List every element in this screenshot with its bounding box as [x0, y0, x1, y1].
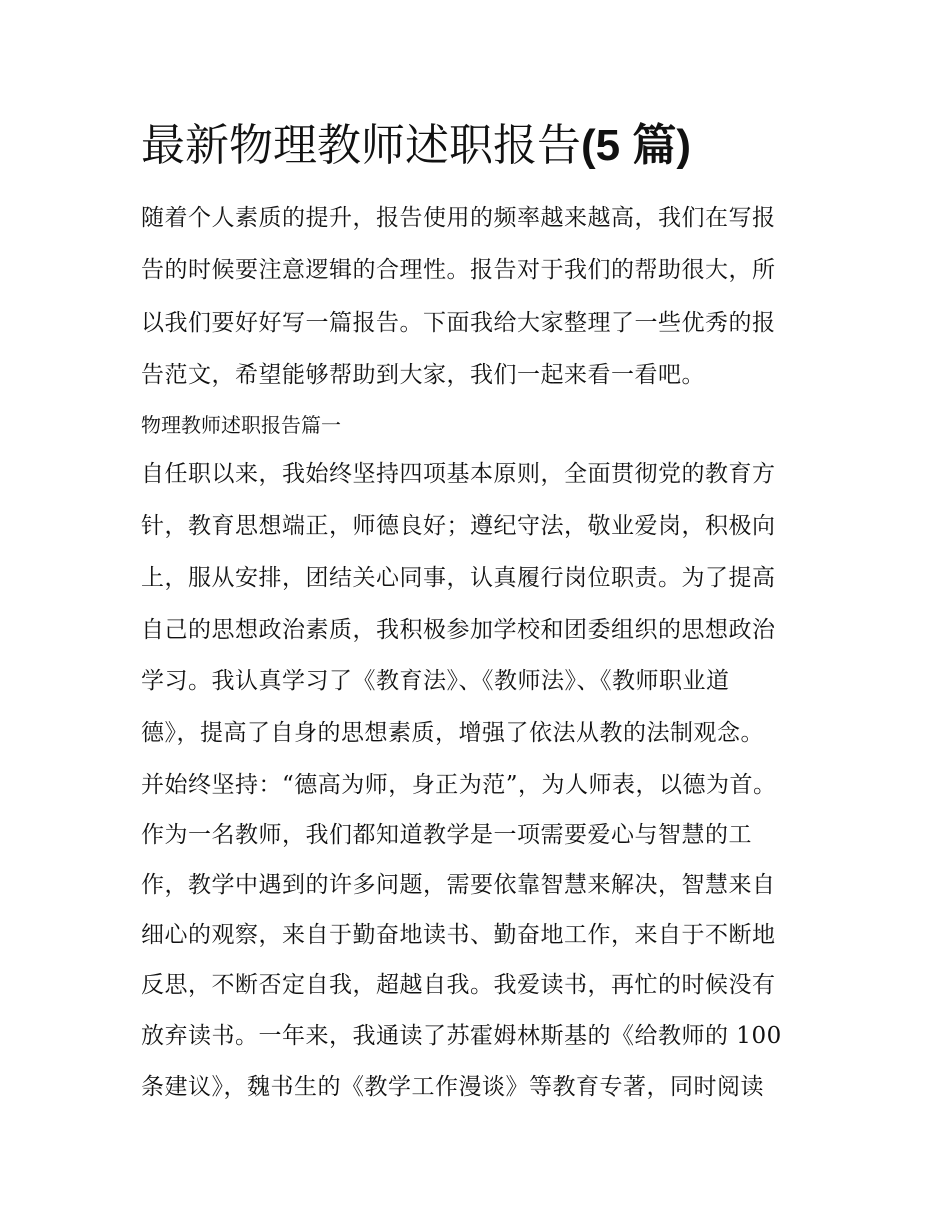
section-heading: 物理教师述职报告篇一: [141, 413, 341, 437]
title-main: 最新物理教师述职报告: [141, 120, 581, 171]
body-line: 作为一名教师，我们都知道教学是一项需要爱心与智慧的工: [141, 822, 752, 848]
body-line: 并始终坚持：“德高为师，身正为范”，为人师表，以德为首。: [141, 772, 777, 798]
body-line: 针，教育思想端正，师德良好；遵纪守法，敬业爱岗，积极向: [141, 513, 776, 539]
intro-line: 告的时候要注意逻辑的合理性。报告对于我们的帮助很大，所: [141, 257, 776, 283]
body-line: 自任职以来，我始终坚持四项基本原则，全面贯彻党的教育方: [141, 461, 776, 487]
title-suffix: (5 篇): [581, 121, 691, 170]
document-title: [141, 116, 831, 176]
body-line: 德》，提高了自身的思想素质，增强了依法从教的法制观念。: [141, 720, 764, 746]
body-line: 自己的思想政治素质，我积极参加学校和团委组织的思想政治: [141, 617, 776, 643]
body-line: 放弃读书。一年来，我通读了苏霍姆林斯基的《给教师的 100: [141, 1023, 782, 1049]
body-line: 学习。我认真学习了《教育法》、《教师法》、《教师职业道: [141, 668, 730, 694]
intro-line: 随着个人素质的提升，报告使用的频率越来越高，我们在写报: [141, 205, 776, 231]
body-line: 上，服从安排，团结关心同事，认真履行岗位职责。为了提高: [141, 565, 776, 591]
body-line: 作，教学中遇到的许多问题，需要依靠智慧来解决，智慧来自: [141, 872, 776, 898]
intro-line: 以我们要好好写一篇报告。下面我给大家整理了一些优秀的报: [141, 310, 776, 336]
body-line: 条建议》，魏书生的《教学工作漫谈》等教育专著，同时阅读: [141, 1074, 764, 1100]
body-line: 反思，不断否定自我，超越自我。我爱读书，再忙的时候没有: [141, 972, 776, 998]
body-line: 细心的观察，来自于勤奋地读书、勤奋地工作，来自于不断地: [141, 922, 776, 948]
intro-line: 告范文，希望能够帮助到大家，我们一起来看一看吧。: [141, 362, 705, 388]
